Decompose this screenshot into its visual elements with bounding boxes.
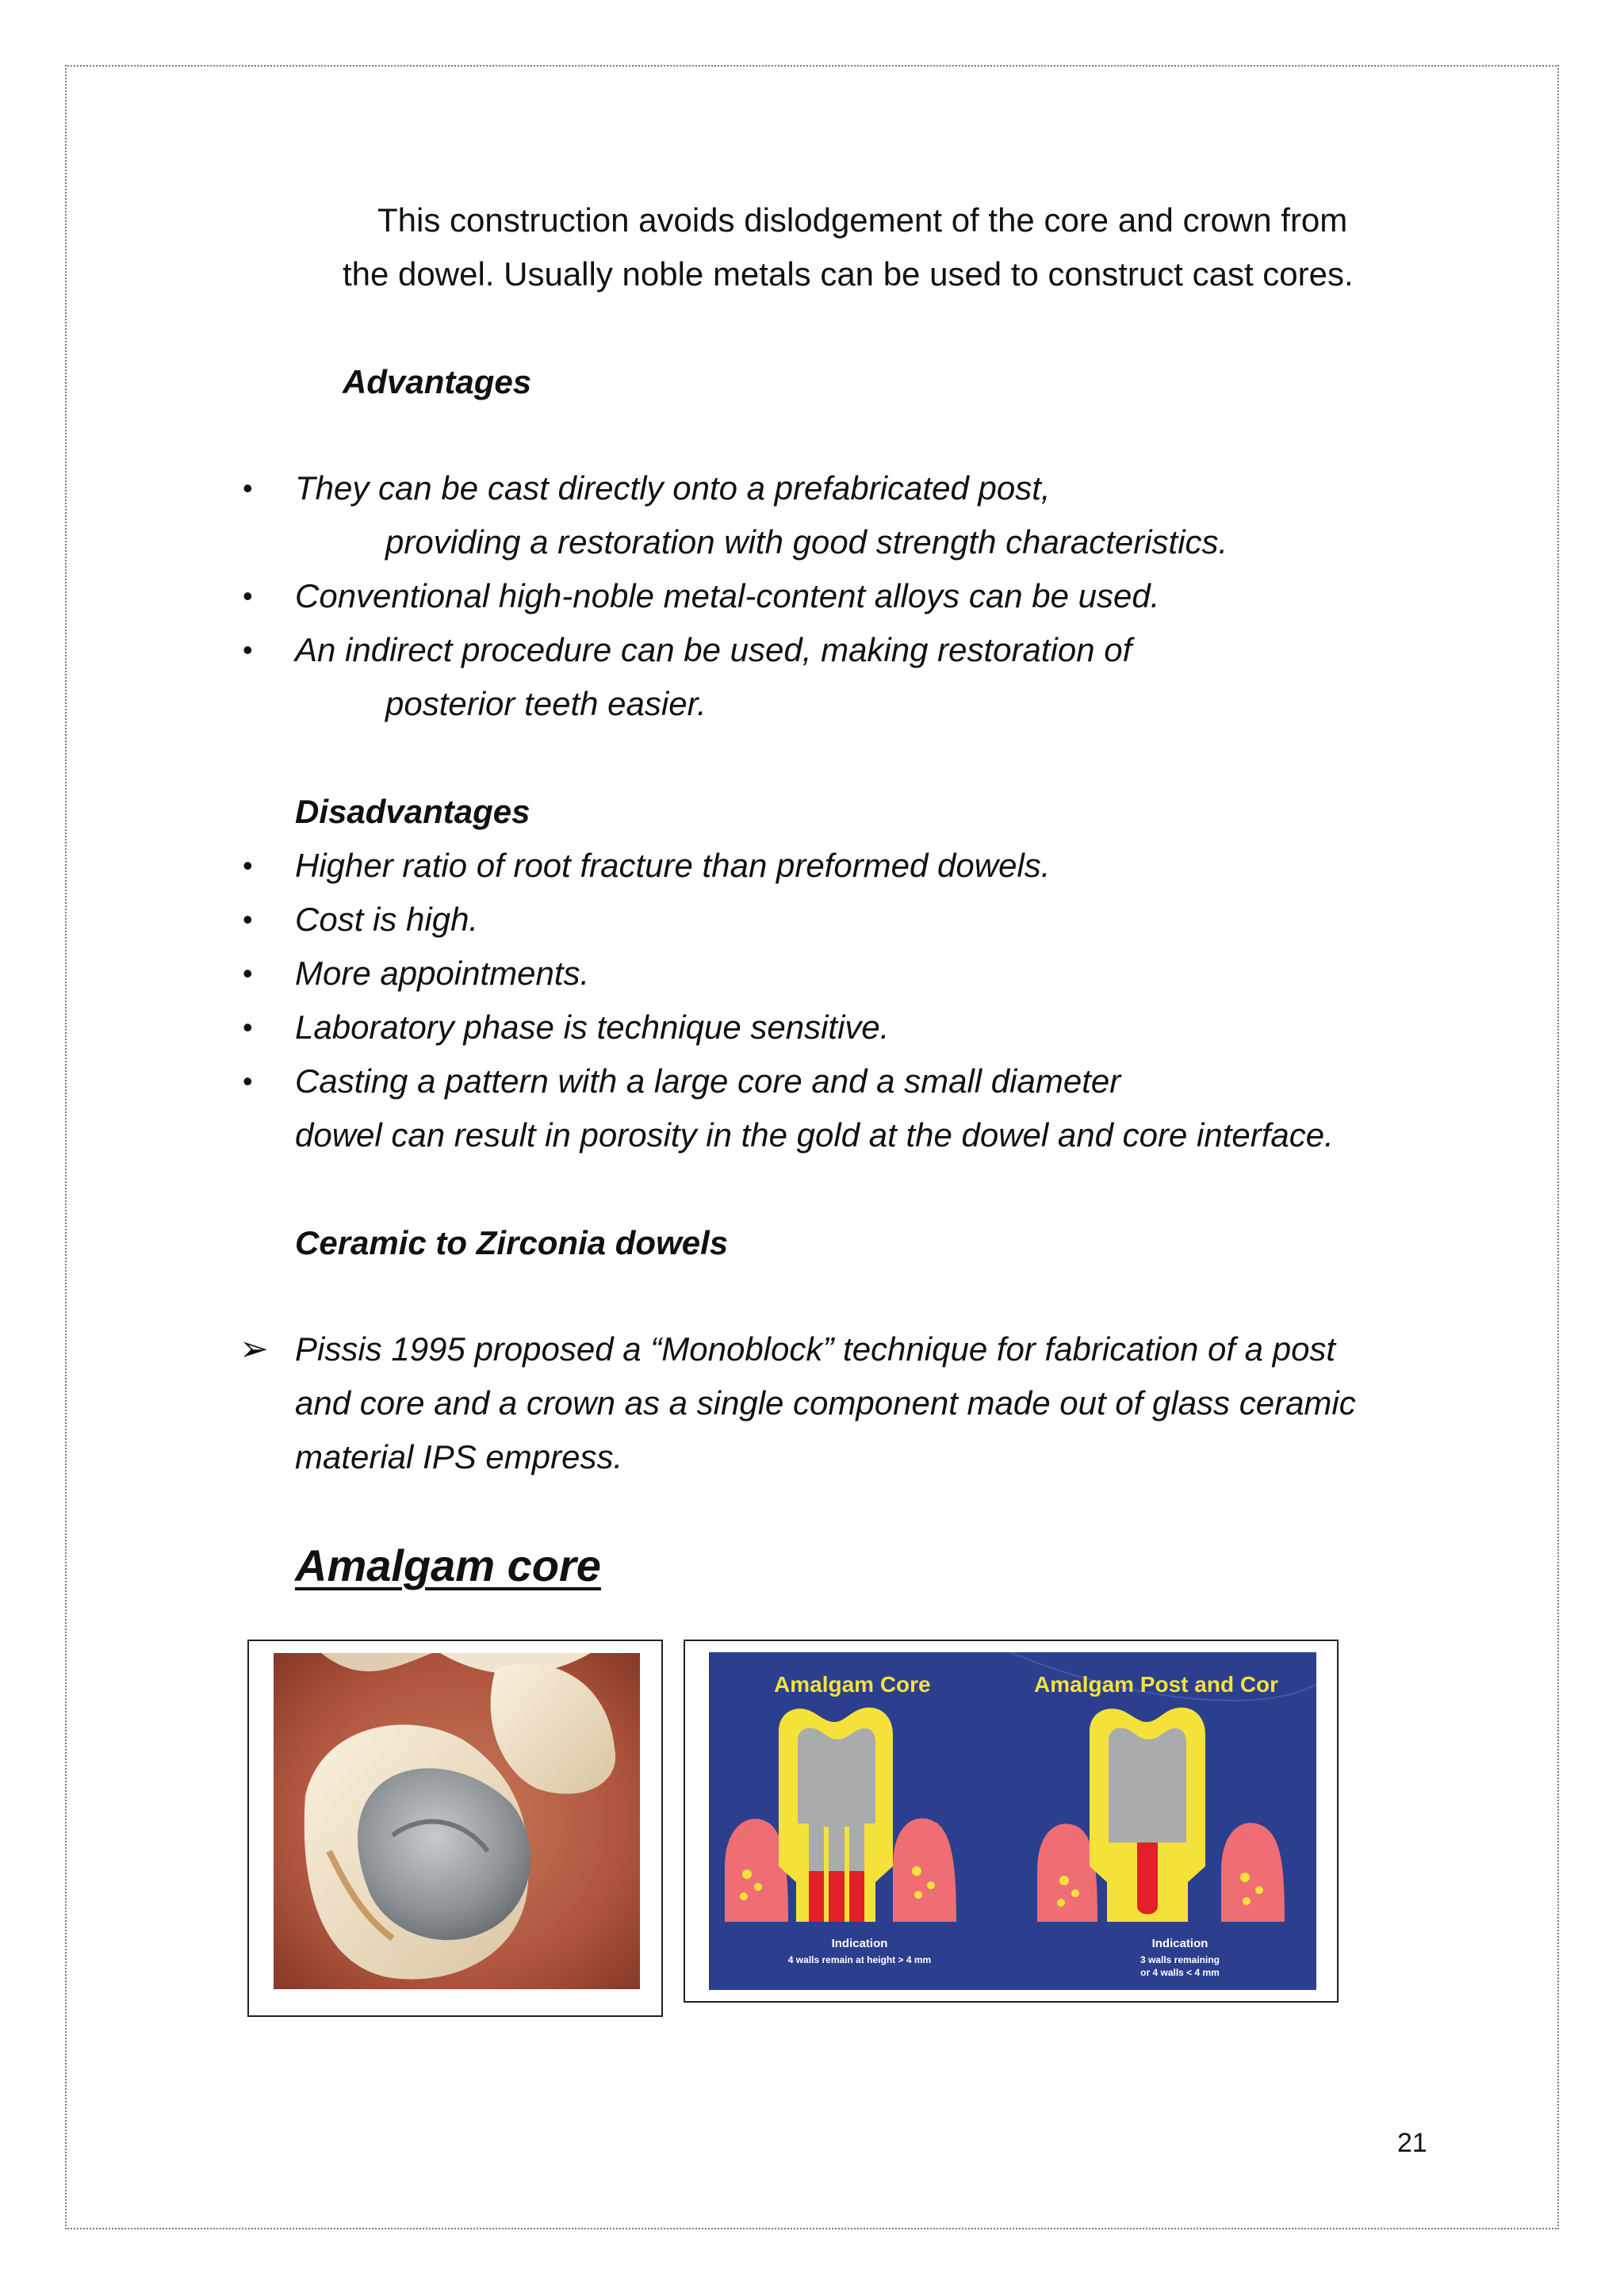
advantage-item-2-line-1: Conventional high-noble metal-content alloys can be used.	[295, 577, 1160, 614]
amalgam-photo	[274, 1653, 640, 1989]
advantage-item-3-line-1: An indirect procedure can be used, making restoration of	[295, 631, 1132, 668]
disadvantages-heading: Disadvantages	[295, 793, 530, 830]
left-caption-title: Indication	[831, 1937, 888, 1950]
disadvantage-item-3: More appointments.	[295, 955, 590, 992]
advantage-item-1-line-1: They can be cast directly onto a prefabricated post,	[295, 469, 1051, 507]
amalgam-core-heading: Amalgam core	[295, 1540, 601, 1590]
bullet-marker: •	[243, 633, 253, 666]
bullet-marker: •	[243, 1065, 253, 1097]
advantage-item-3-line-2: posterior teeth easier.	[385, 685, 707, 722]
disadvantage-item-1: Higher ratio of root fracture than preformed dowels.	[295, 847, 1051, 884]
diagram-right-title: Amalgam Post and Cor	[1034, 1672, 1279, 1697]
right-caption-title: Indication	[1151, 1937, 1208, 1950]
disadvantage-item-4: Laboratory phase is technique sensitive.	[295, 1008, 890, 1046]
page-number: 21	[1397, 2128, 1427, 2158]
ceramic-line-3: material IPS empress.	[295, 1438, 623, 1475]
left-caption-line: 4 walls remain at height > 4 mm	[787, 1954, 932, 1965]
disadvantage-item-5-line-1: Casting a pattern with a large core and a small diameter	[295, 1062, 1121, 1100]
diagram-left-title: Amalgam Core	[774, 1672, 931, 1697]
bullet-marker: •	[243, 472, 253, 504]
disadvantage-item-2: Cost is high.	[295, 901, 479, 938]
bullet-marker: •	[243, 957, 253, 989]
amalgam-photo-frame	[247, 1640, 663, 2017]
arrow-bullet-icon: ➢	[239, 1330, 269, 1368]
advantages-heading: Advantages	[343, 363, 532, 400]
bullet-marker: •	[243, 903, 253, 936]
amalgam-diagram	[709, 1652, 1316, 1990]
right-caption-line-1: 3 walls remaining	[1139, 1954, 1220, 1965]
ceramic-line-2: and core and a crown as a single component made out of glass ceramic	[295, 1384, 1356, 1422]
amalgam-diagram-frame	[684, 1640, 1339, 2003]
ceramic-heading: Ceramic to Zirconia dowels	[295, 1224, 729, 1261]
advantage-item-1-line-2: providing a restoration with good strength characteristics.	[385, 523, 1228, 561]
intro-line-1: This construction avoids dislodgement of the core and crown from	[377, 201, 1348, 239]
bullet-marker: •	[243, 1011, 253, 1043]
disadvantage-item-5-line-2: dowel can result in porosity in the gold at the dowel and core interface.	[295, 1116, 1334, 1154]
ceramic-line-1: Pissis 1995 proposed a “Monoblock” technique for fabrication of a post	[295, 1330, 1336, 1368]
bullet-marker: •	[243, 849, 253, 882]
right-caption-line-2: or 4 walls < 4 mm	[1140, 1967, 1220, 1978]
bullet-marker: •	[243, 580, 253, 612]
intro-line-2: the dowel. Usually noble metals can be used to construct cast cores.	[343, 255, 1354, 293]
